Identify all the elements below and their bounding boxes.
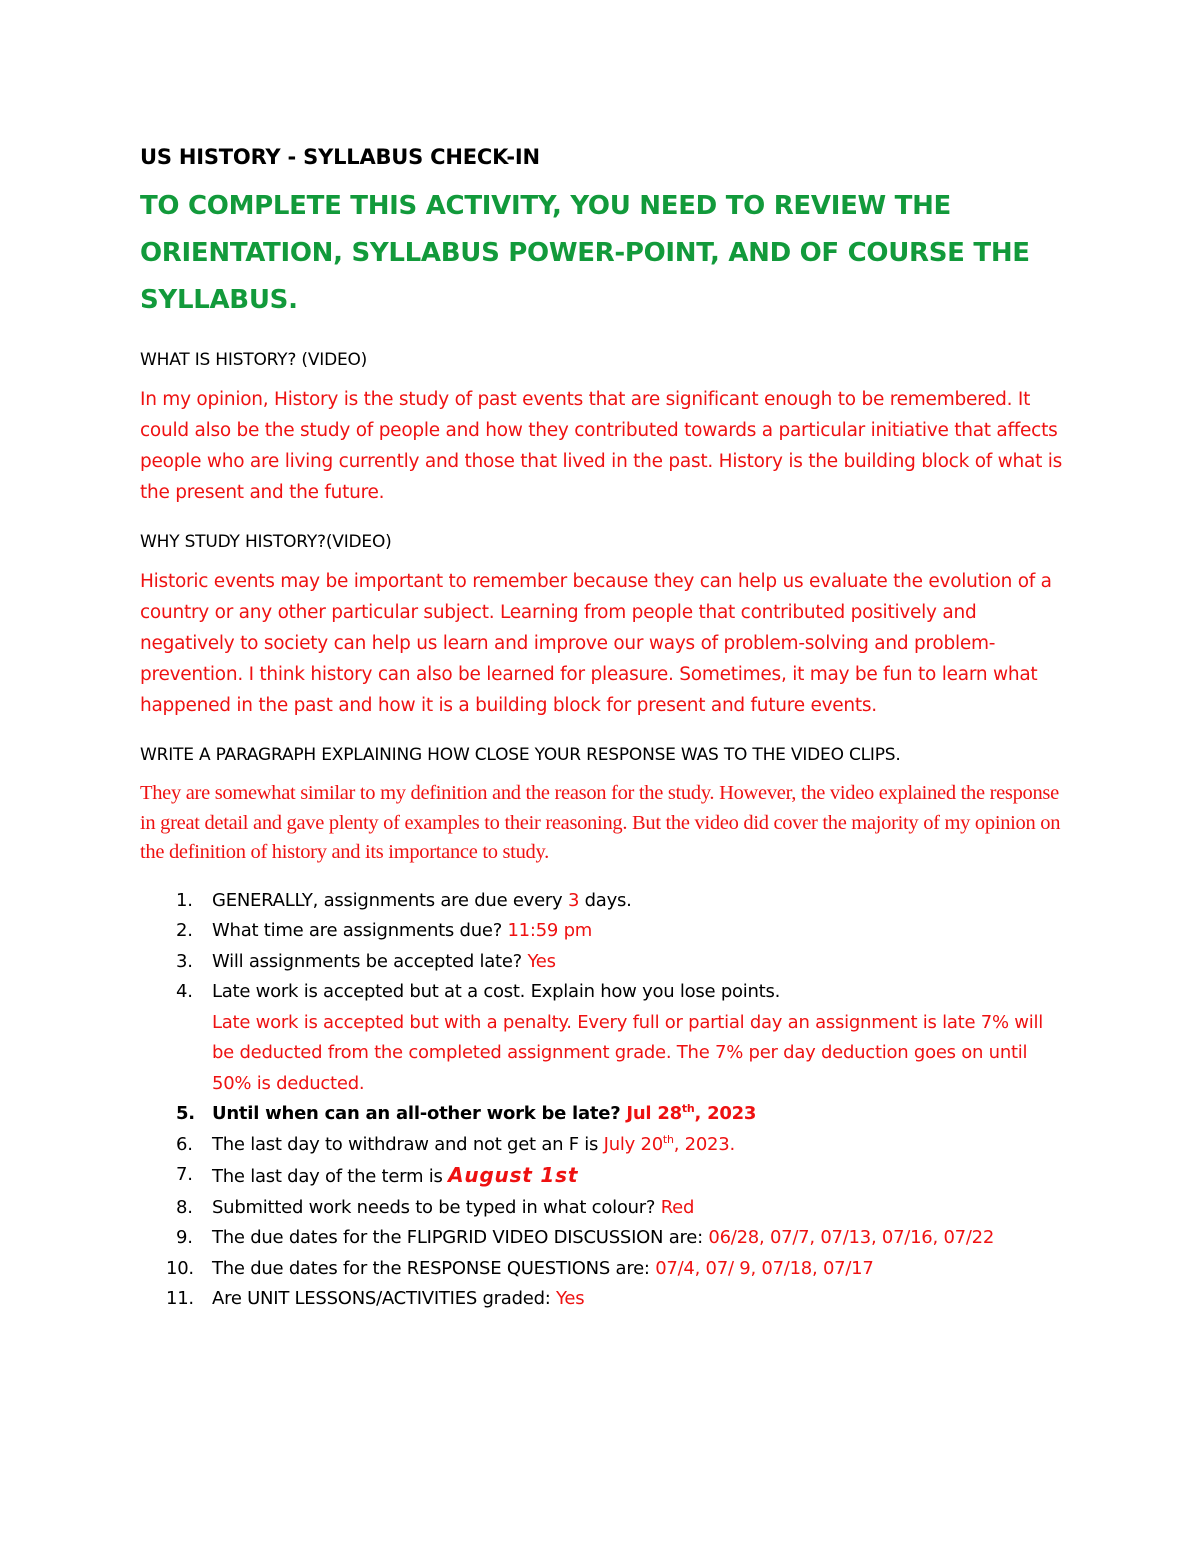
item-answer: Yes (527, 950, 556, 972)
item-answer: 11:59 pm (507, 920, 593, 941)
item-answer: 3 (567, 889, 580, 911)
checklist-item (140, 1160, 1070, 1193)
item-number: 4. (176, 981, 193, 1002)
checklist-item (140, 1284, 1070, 1315)
item-answer-group (604, 1134, 735, 1155)
answer-compare-video: They are somewhat similar to my definition and the reason for the study. However, the video explained the response in great detail and gave plenty of examples to their reasoning. But the video did cover the majority of my opinion on the definition of history and its importance to study. (140, 782, 1061, 863)
checklist-item (140, 947, 1070, 978)
item-answer-sup: th (681, 1102, 695, 1115)
answer-why-study-history: Historic events may be important to remember because they can help us evaluate the evolution of a country or any other particular subject. Learning from people that contributed positively and negatively to society can help us learn and improve our ways of problem-solving and problem-prevention. I think history can also be learned for pleasure. Sometimes, it may be fun to learn what happened in the past and how it is a building block for present and future events. (140, 571, 1052, 716)
item-answer: July 20 (603, 1133, 663, 1155)
item-answer-group (626, 1103, 756, 1124)
item-number: 11. (166, 1288, 194, 1309)
item-answer: Yes (556, 1288, 585, 1309)
item-question: GENERALLY, assignments are due every (212, 889, 568, 911)
checklist-item (140, 1223, 1070, 1254)
item-question: Until when can an all-other work be late? (212, 1103, 627, 1124)
checklist-item (140, 977, 1070, 1099)
item-answer-tail: , 2023. (673, 1133, 735, 1155)
item-number: 6. (176, 1133, 193, 1155)
item-answer: August 1st (448, 1163, 579, 1187)
item-answer: 06/28, 07/7, 07/13, 07/16, 07/22 (708, 1227, 995, 1248)
item-question: What time are assignments due? (212, 920, 508, 941)
item-question: The due dates for the FLIPGRID VIDEO DISCUSSION are: (212, 1227, 709, 1248)
checklist-item (140, 1130, 1070, 1161)
item-number: 2. (176, 920, 193, 941)
item-answer-sup: th (662, 1132, 674, 1146)
checklist-item (140, 1254, 1070, 1285)
document-page (140, 145, 1070, 1315)
item-number: 5. (176, 1103, 195, 1124)
item-question: Late work is accepted but at a cost. Explain how you lose points. (212, 981, 781, 1002)
item-question: The last day to withdraw and not get an F is (212, 1133, 604, 1155)
answer-what-is-history: In my opinion, History is the study of past events that are significant enough to be remembered. It could also be the study of people and how they contributed towards a particular initiative that affects people who are living currently and those that lived in the past. History is the building block of what is the present and the future. (140, 389, 1063, 503)
item-answer: 07/4, 07/ 9, 07/18, 07/17 (655, 1257, 874, 1279)
item-number: 3. (176, 950, 193, 972)
item-answer-tail: , 2023 (694, 1103, 757, 1124)
question-why-study-history: WHY STUDY HISTORY?(VIDEO) (140, 532, 392, 552)
item-number: 10. (166, 1257, 194, 1279)
item-question: Are UNIT LESSONS/ACTIVITIES graded: (212, 1288, 557, 1309)
item-question: The last day of the term is (212, 1166, 449, 1187)
syllabus-checklist (140, 886, 1070, 1315)
item-answer: Red (660, 1196, 695, 1218)
item-number: 9. (176, 1227, 193, 1248)
instruction-banner: TO COMPLETE THIS ACTIVITY, YOU NEED TO REVIEW THE ORIENTATION, SYLLABUS POWER-POINT, AND OF COURSE THE SYLLABUS. (140, 191, 1030, 315)
checklist-item (140, 886, 1070, 917)
checklist-item (140, 1099, 1070, 1130)
document-title: US HISTORY - SYLLABUS CHECK-IN (140, 145, 540, 169)
item-question: The due dates for the RESPONSE QUESTIONS are: (212, 1257, 656, 1279)
item-question-tail: days. (579, 889, 632, 911)
question-compare-video: WRITE A PARAGRAPH EXPLAINING HOW CLOSE YOUR RESPONSE WAS TO THE VIDEO CLIPS. (140, 745, 901, 765)
item-number: 8. (176, 1196, 193, 1218)
question-what-is-history: WHAT IS HISTORY? (VIDEO) (140, 350, 368, 370)
checklist-item (140, 1193, 1070, 1224)
item-question: Will assignments be accepted late? (212, 950, 528, 972)
item-answer: Late work is accepted but with a penalty. Every full or partial day an assignment is late 7% will be deducted from the completed assignment grade. The 7% per day deduction goes on until 50% is deducted. (212, 1011, 1043, 1094)
item-answer: Jul 28 (626, 1103, 682, 1124)
item-question: Submitted work needs to be typed in what colour? (212, 1196, 661, 1218)
item-number: 7. (176, 1164, 193, 1185)
checklist-item (140, 916, 1070, 947)
item-number: 1. (176, 889, 193, 911)
